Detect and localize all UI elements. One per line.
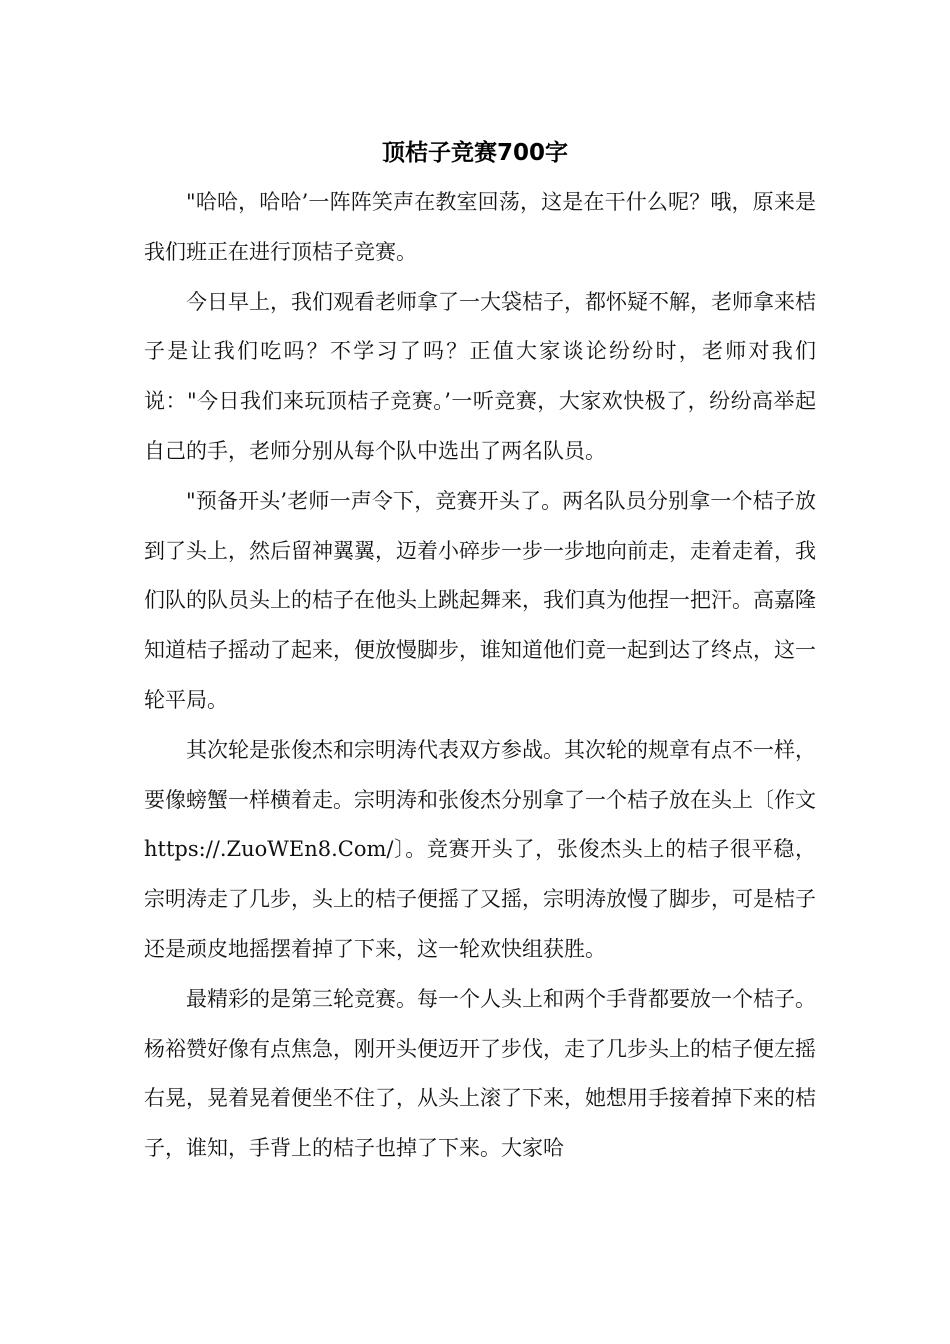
document-title: 顶桔子竞赛700字 [381,140,568,166]
paragraph: "预备开头’老师一声令下，竞赛开头了。两名队员分别拿一个桔子放到了头上，然后留神翼翼，迈着小碎步一步一步地向前走，走着走着，我们队的队员头上的桔子在他头上跳起舞来，我们真为他捏一把汗。高嘉隆知道桔子摇动了起来，便放慢脚步，谁知道他们竟一起到达了终点，这一轮平局。 [144,488,816,712]
paragraph: "哈哈，哈哈’一阵阵笑声在教室回荡，这是在干什么呢？哦，原来是我们班正在进行顶桔子竞赛。 [144,190,816,264]
document-body [144,178,816,1174]
paragraph: 今日早上，我们观看老师拿了一大袋桔子，都怀疑不解，老师拿来桔子是让我们吃吗？不学习了吗？正值大家谈论纷纷时，老师对我们说："今日我们来玩顶桔子竞赛。’一听竞赛，大家欢快极了，纷纷高举起自己的手，老师分别从每个队中选出了两名队员。 [144,289,816,463]
paragraph: 最精彩的是第三轮竞赛。每一个人头上和两个手背都要放一个桔子。杨裕赞好像有点焦急，刚开头便迈开了步伐，走了几步头上的桔子便左摇右晃，晃着晃着便坐不住了，从头上滚了下来，她想用手接着掉下来的桔子，谁知，手背上的桔子也掉了下来。大家哈 [144,986,816,1161]
paragraph: 其次轮是张俊杰和宗明涛代表双方参战。其次轮的规章有点不一样，要像螃蟹一样横着走。宗明涛和张俊杰分别拿了一个桔子放在头上〔作文https://.ZuoWEn8.Com/〕。竞赛开头了，张俊杰头上的桔子很平稳，宗明涛走了几步，头上的桔子便摇了又摇，宗明涛放慢了脚步，可是桔子还是顽皮地摇摆着掉了下来，这一轮欢快组获胜。 [144,737,816,961]
